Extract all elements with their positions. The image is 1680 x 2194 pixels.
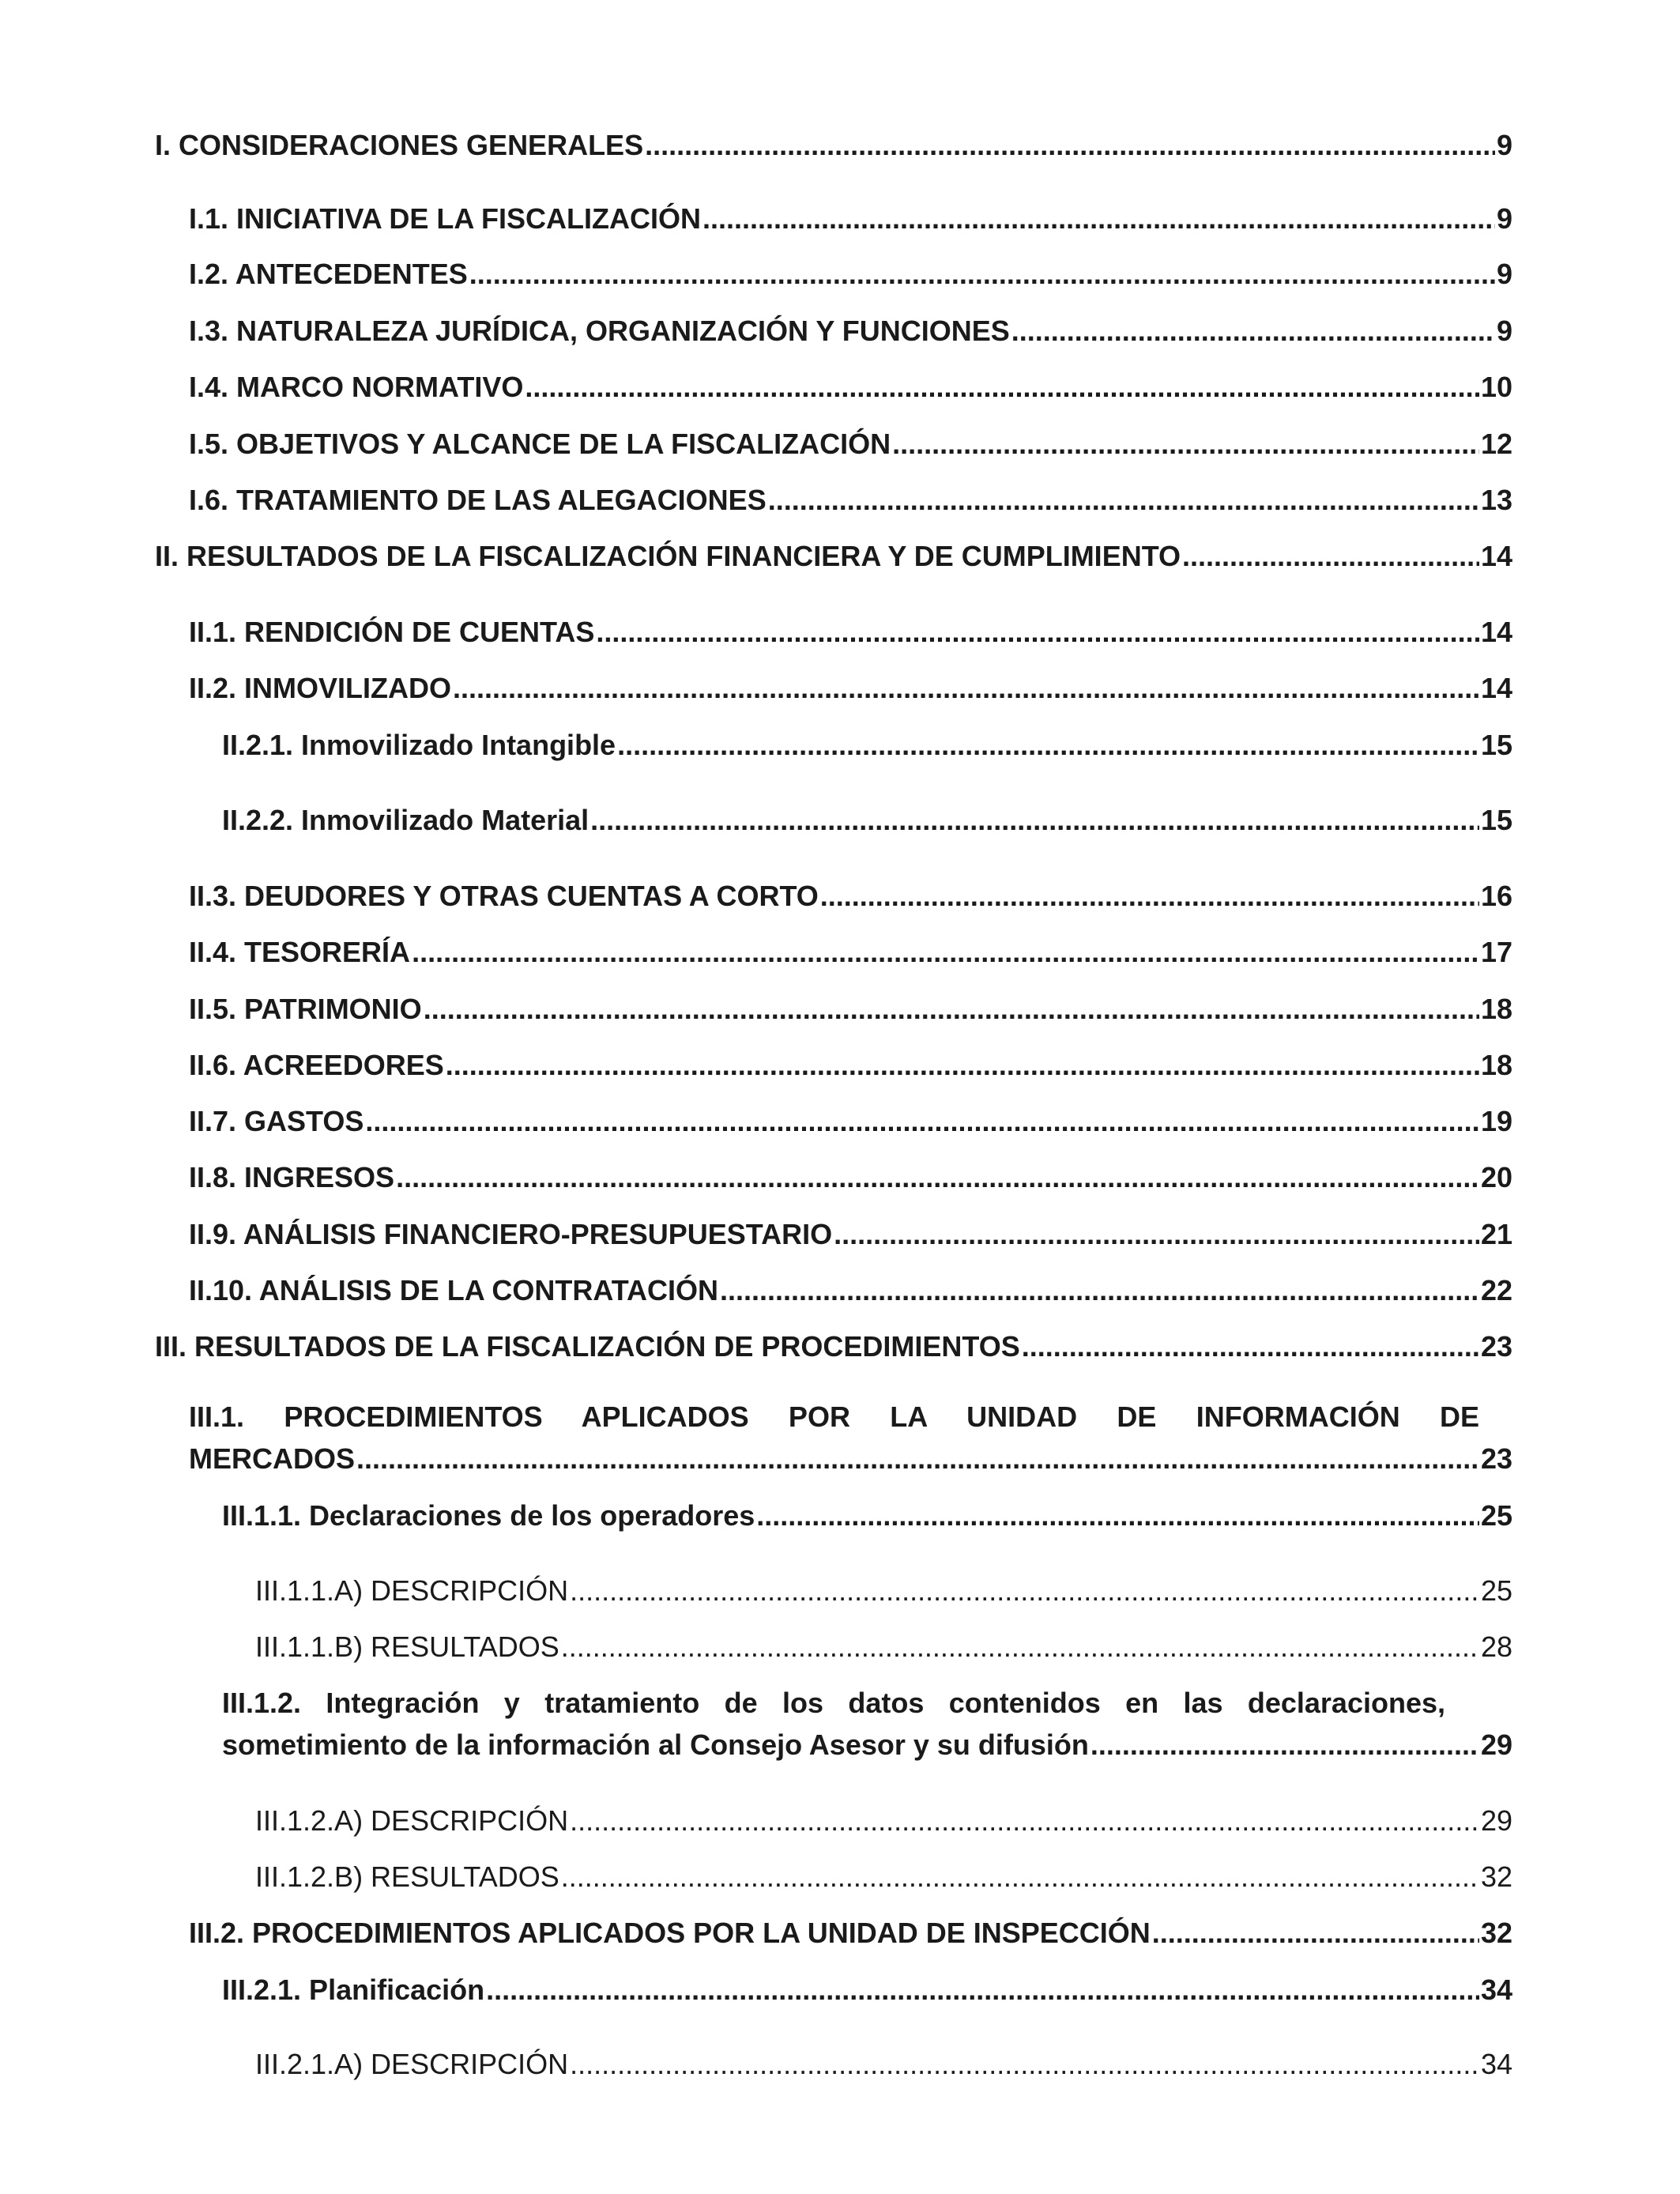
toc-entry-page: 32 <box>1480 1917 1512 1949</box>
toc-entry-title: III.1.1.A) DESCRIPCIÓN <box>255 1574 569 1607</box>
toc-entry-page: 9 <box>1496 315 1512 347</box>
toc-entry-title: I.6. TRATAMIENTO DE LAS ALEGACIONES <box>189 484 767 516</box>
toc-entry-page: 14 <box>1480 672 1512 704</box>
leader-dots <box>396 1156 1479 1198</box>
toc-entry-page: 32 <box>1480 1860 1512 1893</box>
leader-dots <box>365 1100 1479 1142</box>
toc-entry-page: 34 <box>1480 1973 1512 2006</box>
toc-entry-page: 28 <box>1480 1630 1512 1663</box>
leader-dots <box>820 875 1479 917</box>
toc-entry-page: 29 <box>1480 1804 1512 1837</box>
leader-dots <box>1152 1912 1479 1954</box>
toc-entry-page: 10 <box>1480 371 1512 403</box>
toc-entry-page: 15 <box>1480 729 1512 761</box>
toc-entry-title: I.2. ANTECEDENTES <box>189 258 468 290</box>
toc-entry-page: 12 <box>1480 428 1512 460</box>
toc-entry-title: III.1.1. Declaraciones de los operadores <box>222 1499 755 1532</box>
toc-entry-title: III.1.2.B) RESULTADOS <box>255 1860 559 1893</box>
toc-entry-title: III.2.1.A) DESCRIPCIÓN <box>255 2048 569 2080</box>
toc-entry[interactable] <box>155 423 1512 465</box>
toc-entry-title: II.6. ACREEDORES <box>189 1049 444 1081</box>
toc-entry[interactable] <box>155 1912 1512 1954</box>
toc-entry-title: III.2.1. Planificación <box>222 1973 485 2006</box>
toc-entry-page: 29 <box>1480 1728 1512 1761</box>
leader-dots <box>892 423 1479 465</box>
toc-entry-title: I.3. NATURALEZA JURÍDICA, ORGANIZACIÓN Y FUNCIONES <box>189 315 1010 347</box>
toc-entry[interactable] <box>155 1682 1512 1766</box>
toc-entry-title: II. RESULTADOS DE LA FISCALIZACIÓN FINANCIERA Y DE CUMPLIMIENTO <box>155 540 1181 572</box>
toc-entry[interactable] <box>155 1396 1512 1480</box>
leader-dots <box>570 1570 1479 1612</box>
toc-entry-title: II.2.1. Inmovilizado Intangible <box>222 729 616 761</box>
toc-entry[interactable] <box>155 1626 1512 1668</box>
leader-dots <box>768 479 1479 521</box>
leader-dots <box>412 931 1479 973</box>
toc-entry-title-line1: III.1. PROCEDIMIENTOS APLICADOS POR LA UNIDAD DE INFORMACIÓN DE <box>189 1400 1479 1433</box>
leader-dots <box>645 124 1495 166</box>
toc-entry[interactable] <box>155 611 1512 653</box>
toc-entry-page: 9 <box>1496 258 1512 290</box>
toc-entry[interactable] <box>155 1325 1512 1367</box>
leader-dots <box>1011 310 1495 352</box>
toc-entry-page: 16 <box>1480 880 1512 912</box>
toc-entry[interactable] <box>155 1856 1512 1898</box>
toc-entry-title: MERCADOS <box>189 1442 356 1475</box>
toc-entry-title: II.8. INGRESOS <box>189 1161 395 1193</box>
leader-dots <box>561 1856 1479 1898</box>
toc-entry-page: 9 <box>1496 202 1512 235</box>
toc-entry[interactable] <box>155 1156 1512 1198</box>
toc-entry[interactable] <box>155 535 1512 577</box>
toc-entry[interactable] <box>155 2043 1512 2085</box>
toc-entry-title: sometimiento de la información al Consejo Asesor y su difusión <box>222 1728 1089 1761</box>
toc-entry-title-line1: III.1.2. Integración y tratamiento de los datos contenidos en las declaraciones, <box>222 1687 1445 1719</box>
toc-entry[interactable] <box>155 1570 1512 1612</box>
toc-entry-title: II.3. DEUDORES Y OTRAS CUENTAS A CORTO <box>189 880 819 912</box>
toc-entry-page: 18 <box>1480 1049 1512 1081</box>
toc-entry-page: 13 <box>1480 484 1512 516</box>
toc-entry-page: 23 <box>1480 1330 1512 1363</box>
leader-dots <box>570 2043 1479 2085</box>
toc-entry-title: II.2.2. Inmovilizado Material <box>222 804 590 836</box>
toc-entry[interactable] <box>155 1969 1512 2011</box>
toc-entry-title: I.4. MARCO NORMATIVO <box>189 371 524 403</box>
toc-entry-page: 22 <box>1480 1274 1512 1306</box>
toc-entry-page: 19 <box>1480 1105 1512 1137</box>
toc-entry[interactable] <box>155 1213 1512 1255</box>
toc-entry[interactable] <box>155 1495 1512 1536</box>
toc-entry-page: 14 <box>1480 616 1512 648</box>
toc-entry-page: 17 <box>1480 936 1512 968</box>
leader-dots <box>590 799 1479 841</box>
toc-entry-title: II.2. INMOVILIZADO <box>189 672 452 704</box>
leader-dots <box>617 724 1479 766</box>
toc-entry-page: 15 <box>1480 804 1512 836</box>
leader-dots <box>525 366 1479 408</box>
toc-entry[interactable] <box>155 1044 1512 1086</box>
leader-dots <box>486 1969 1479 2011</box>
leader-dots <box>596 611 1479 653</box>
toc-entry-page: 34 <box>1480 2048 1512 2080</box>
toc-entry[interactable] <box>155 1100 1512 1142</box>
toc-entry-title: II.7. GASTOS <box>189 1105 364 1137</box>
toc-entry[interactable] <box>155 124 1512 166</box>
toc-entry-title: II.10. ANÁLISIS DE LA CONTRATACIÓN <box>189 1274 719 1306</box>
toc-entry[interactable] <box>155 198 1512 239</box>
leader-dots <box>756 1495 1479 1536</box>
toc-entry-title: II.5. PATRIMONIO <box>189 993 422 1025</box>
toc-entry-page: 20 <box>1480 1161 1512 1193</box>
leader-dots <box>446 1044 1479 1086</box>
toc-entry-page: 18 <box>1480 993 1512 1025</box>
leader-dots <box>1022 1325 1479 1367</box>
toc-entry-page: 9 <box>1496 129 1512 161</box>
toc-entry-page: 25 <box>1480 1574 1512 1607</box>
toc-entry[interactable] <box>155 479 1512 521</box>
leader-dots <box>720 1269 1479 1311</box>
leader-dots <box>1182 535 1479 577</box>
leader-dots <box>469 253 1495 295</box>
toc-entry[interactable] <box>155 724 1512 766</box>
toc-entry-title: I.5. OBJETIVOS Y ALCANCE DE LA FISCALIZACIÓN <box>189 428 891 460</box>
toc-entry-title: III. RESULTADOS DE LA FISCALIZACIÓN DE PROCEDIMIENTOS <box>155 1330 1020 1363</box>
toc-entry[interactable] <box>155 931 1512 973</box>
leader-dots <box>834 1213 1479 1255</box>
toc-entry-page: 14 <box>1480 540 1512 572</box>
leader-dots <box>424 988 1479 1030</box>
toc-entry[interactable] <box>155 1800 1512 1842</box>
toc-entry[interactable] <box>155 253 1512 295</box>
toc-entry-page: 25 <box>1480 1499 1512 1532</box>
toc-entry-title: II.1. RENDICIÓN DE CUENTAS <box>189 616 595 648</box>
toc-entry-page: 21 <box>1480 1218 1512 1250</box>
toc-entry[interactable] <box>155 1269 1512 1311</box>
leader-dots <box>453 667 1479 709</box>
toc-entry-title: I.1. INICIATIVA DE LA FISCALIZACIÓN <box>189 202 701 235</box>
toc-entry-title: II.4. TESORERÍA <box>189 936 411 968</box>
toc-entry[interactable] <box>155 310 1512 352</box>
leader-dots <box>703 198 1495 239</box>
leader-dots <box>570 1800 1479 1842</box>
toc-entry-title: III.2. PROCEDIMIENTOS APLICADOS POR LA UNIDAD DE INSPECCIÓN <box>189 1917 1151 1949</box>
toc-entry-title: III.1.2.A) DESCRIPCIÓN <box>255 1804 569 1837</box>
toc-entry-title: III.1.1.B) RESULTADOS <box>255 1630 559 1663</box>
toc-entry[interactable] <box>155 875 1512 917</box>
leader-dots <box>561 1626 1479 1668</box>
leader-dots <box>356 1438 1479 1480</box>
toc-entry[interactable] <box>155 366 1512 408</box>
toc-entry[interactable] <box>155 799 1512 841</box>
leader-dots <box>1090 1724 1479 1766</box>
toc-entry-title: I. CONSIDERACIONES GENERALES <box>155 129 644 161</box>
toc-entry-page: 23 <box>1480 1442 1512 1475</box>
toc-entry-title: II.9. ANÁLISIS FINANCIERO-PRESUPUESTARIO <box>189 1218 833 1250</box>
toc-entry[interactable] <box>155 667 1512 709</box>
toc-entry[interactable] <box>155 988 1512 1030</box>
